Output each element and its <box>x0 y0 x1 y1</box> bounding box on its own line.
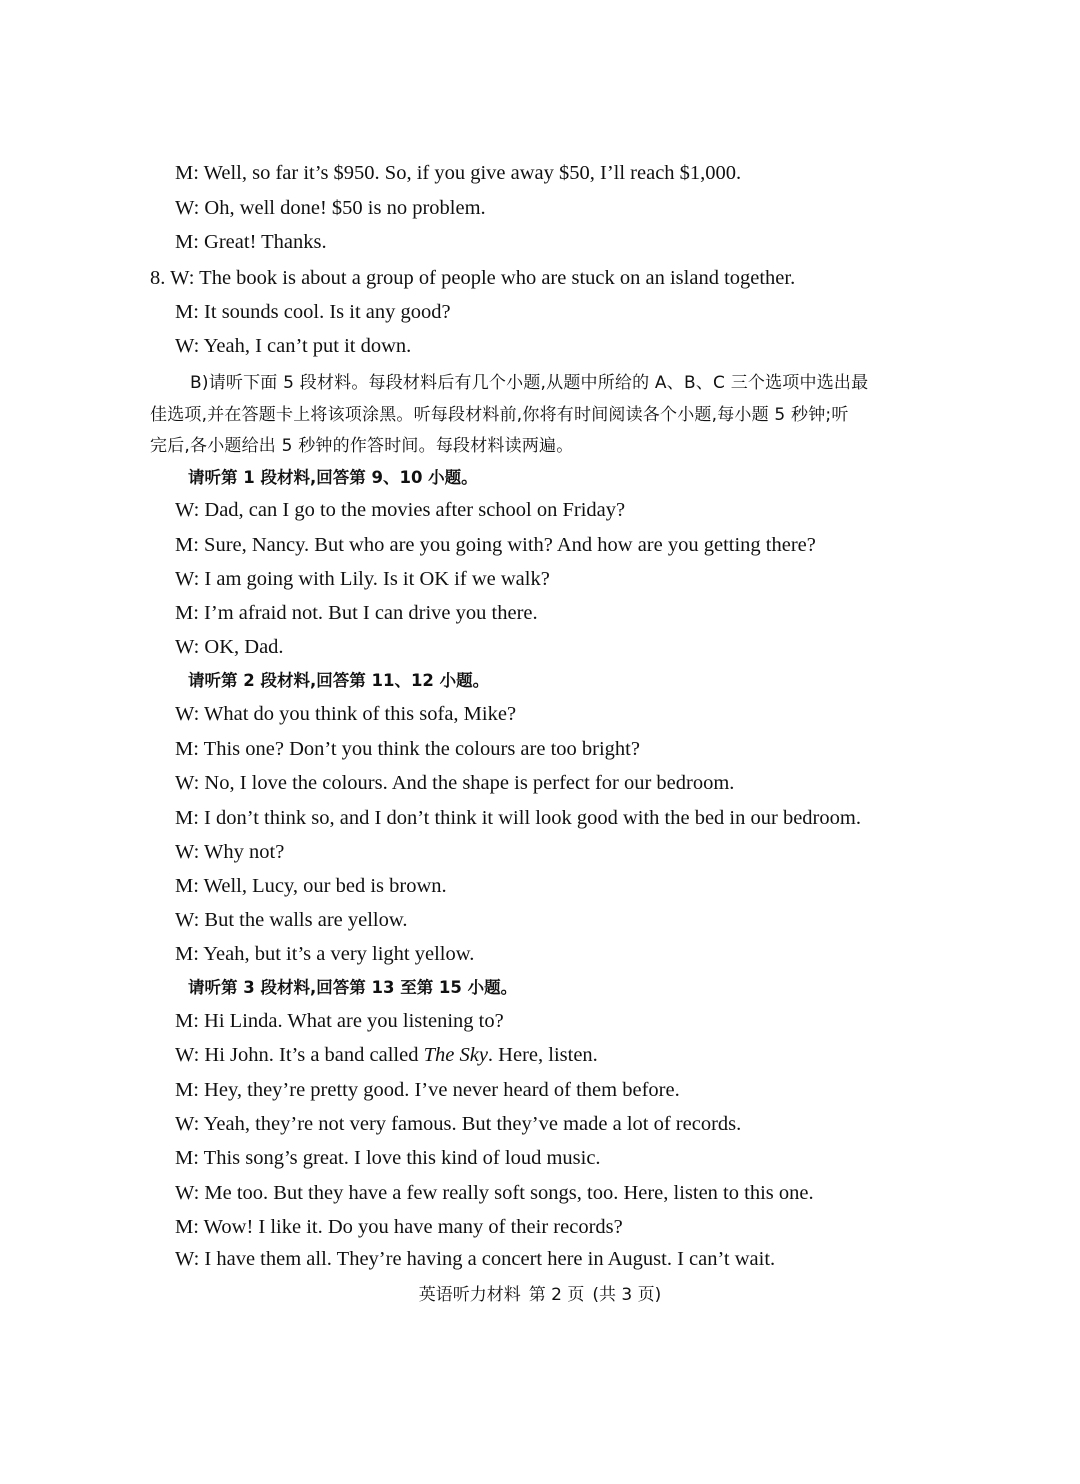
dialogue-line: W: Yeah, they’re not very famous. But they’ve made a lot of records. <box>175 1113 742 1135</box>
dialogue-line: M: I don’t think so, and I don’t think it will look good with the bed in our bedroom. <box>175 807 861 829</box>
dialogue-line: W: Dad, can I go to the movies after school on Friday? <box>175 499 626 521</box>
section-b-instruction: 佳选项,并在答题卡上将该项涂黑。听每段材料前,你将有时间阅读各个小题,每小题 5 秒钟;听 <box>150 405 849 425</box>
dialogue-line: W: OK, Dad. <box>175 636 284 658</box>
footer-page-number: 第 2 页 <box>528 1285 585 1305</box>
dialogue-line: W: I am going with Lily. Is it OK if we walk? <box>175 568 550 590</box>
question-8-line: 8. W: The book is about a group of people who are stuck on an island together. <box>150 267 796 289</box>
dialogue-line: W: Me too. But they have a few really soft songs, too. Here, listen to this one. <box>175 1182 814 1204</box>
footer-title: 英语听力材料 <box>418 1285 521 1305</box>
dialogue-line: M: Well, Lucy, our bed is brown. <box>175 875 447 897</box>
dialogue-line: W: What do you think of this sofa, Mike? <box>175 703 517 725</box>
footer-page-total: (共 3 页) <box>592 1285 662 1305</box>
dialogue-line: M: Yeah, but it’s a very light yellow. <box>175 943 475 965</box>
dialogue-line: M: Hi Linda. What are you listening to? <box>175 1010 504 1032</box>
dialogue-text: W: Hi John. It’s a band called <box>175 1044 424 1066</box>
dialogue-line: M: Well, so far it’s $950. So, if you give away $50, I’ll reach $1,000. <box>175 162 742 184</box>
dialogue-line: W: Oh, well done! $50 is no problem. <box>175 197 486 219</box>
passage-3-heading: 请听第 3 段材料,回答第 13 至第 15 小题。 <box>188 978 518 997</box>
dialogue-line: M: It sounds cool. Is it any good? <box>175 301 451 323</box>
dialogue-text: . Here, listen. <box>487 1044 598 1066</box>
dialogue-line: M: This song’s great. I love this kind of loud music. <box>175 1147 601 1169</box>
band-name: The Sky <box>423 1044 488 1066</box>
dialogue-line: M: Sure, Nancy. But who are you going with? And how are you getting there? <box>175 534 816 556</box>
dialogue-line: M: Great! Thanks. <box>175 231 327 253</box>
dialogue-line: M: Wow! I like it. Do you have many of their records? <box>175 1216 623 1238</box>
dialogue-line: W: But the walls are yellow. <box>175 909 408 931</box>
dialogue-line <box>175 1042 598 1068</box>
passage-1-heading: 请听第 1 段材料,回答第 9、10 小题。 <box>188 468 478 487</box>
dialogue-line: W: Why not? <box>175 841 285 863</box>
dialogue-line: W: No, I love the colours. And the shape is perfect for our bedroom. <box>175 772 735 794</box>
dialogue-line: W: I have them all. They’re having a concert here in August. I can’t wait. <box>175 1248 776 1270</box>
dialogue-line: W: Yeah, I can’t put it down. <box>175 335 412 357</box>
passage-2-heading: 请听第 2 段材料,回答第 11、12 小题。 <box>188 671 490 690</box>
section-b-instruction: B)请听下面 5 段材料。每段材料后有几个小题,从题中所给的 A、B、C 三个选项中选出最 <box>190 373 869 393</box>
dialogue-line: M: This one? Don’t you think the colours are too bright? <box>175 738 640 760</box>
section-b-instruction: 完后,各小题给出 5 秒钟的作答时间。每段材料读两遍。 <box>150 436 574 456</box>
page-footer <box>0 1283 1080 1307</box>
dialogue-line: M: I’m afraid not. But I can drive you there. <box>175 602 538 624</box>
dialogue-line: M: Hey, they’re pretty good. I’ve never heard of them before. <box>175 1079 680 1101</box>
